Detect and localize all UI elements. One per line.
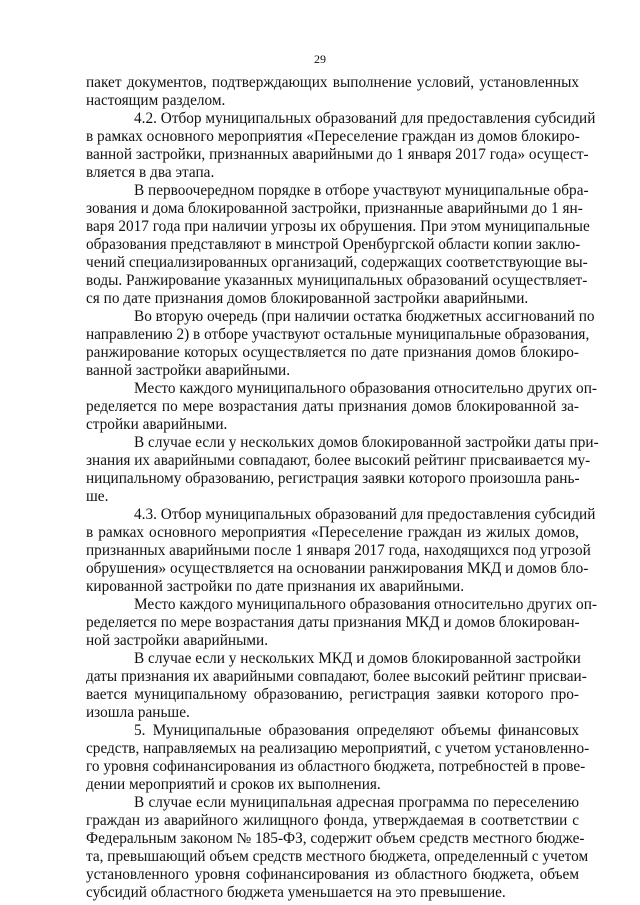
text-line: ванной застройки аварийными.	[86, 362, 291, 379]
text-line: ше.	[86, 488, 109, 505]
text-line: ниципальному образованию, регистрация заявки которого произошла рань-	[86, 470, 580, 487]
text-line: изошла раньше.	[86, 704, 190, 721]
text-line: ранжирование которых осуществляется по дате признания домов блокиро-	[86, 344, 579, 361]
text-line: кированной застройки по дате признания их аварийными.	[86, 578, 465, 595]
text-line: образования представляют в минстрой Оренбургской области копии заклю-	[86, 236, 581, 253]
paragraph	[86, 380, 597, 434]
text-line: зования и дома блокированной застройки, признанные аварийными до 1 ян-	[86, 200, 583, 217]
text-line: ванной застройки, признанных аварийными до 1 января 2017 года» осущест-	[86, 146, 589, 163]
text-line: В первоочередном порядке в отборе участвуют муниципальные обра-	[134, 182, 589, 199]
text-line: дении мероприятий и сроков их выполнения.	[86, 776, 381, 793]
text-line: настоящим разделом.	[86, 92, 226, 109]
text-line: 4.3. Отбор муниципальных образований для предоставления субсидий	[134, 506, 596, 523]
text-line: обрушения» осуществляется на основании ранжирования МКД и домов бло-	[86, 560, 589, 577]
text-line: пакет документов, подтверждающих выполнение условий, установленных	[86, 74, 579, 91]
text-line: даты признания их аварийными совпадают, более высокий рейтинг присваи-	[86, 668, 587, 685]
paragraph	[86, 74, 579, 110]
text-line: вается муниципальному образованию, регистрация заявки которого про-	[86, 686, 579, 703]
text-line: ной застройки аварийными.	[86, 632, 269, 649]
text-line: Место каждого муниципального образования относительно других оп-	[134, 380, 597, 397]
document-body	[86, 74, 599, 902]
text-line: признанных аварийными после 1 января 2017 года, находящихся под угрозой	[86, 542, 591, 559]
text-line: В случае если муниципальная адресная программа по переселению	[134, 794, 579, 811]
paragraph	[86, 308, 595, 380]
text-line: воды. Ранжирование указанных муниципальных образований осуществляет-	[86, 272, 588, 289]
text-line: установленного уровня софинансирования из областного бюджета, объем	[86, 866, 579, 883]
text-line: В случае если у нескольких МКД и домов блокированной застройки	[134, 650, 581, 667]
text-line: стройки аварийными.	[86, 416, 228, 433]
paragraph	[86, 650, 587, 722]
text-line: знания их аварийными совпадают, более высокий рейтинг присваивается му-	[86, 452, 591, 469]
text-line: средств, направляемых на реализацию мероприятий, с учетом установленно-	[86, 740, 590, 757]
page-number: 29	[314, 52, 326, 66]
paragraph	[86, 182, 590, 308]
paragraph	[86, 596, 597, 650]
paragraph	[86, 506, 596, 596]
text-line: граждан из аварийного жилищного фонда, утверждаемая в соответствии с	[86, 812, 579, 829]
paragraph	[86, 722, 590, 794]
text-line: Федеральным законом № 185-ФЗ, содержит объем средств местного бюдже-	[86, 830, 585, 847]
text-line: ся по дате признания домов блокированной застройки аварийными.	[86, 290, 529, 307]
paragraph	[86, 434, 599, 506]
paragraph	[86, 794, 589, 902]
text-line: 5. Муниципальные образования определяют объемы финансовых	[134, 722, 579, 739]
paragraph	[86, 110, 596, 182]
text-line: в рамках основного мероприятия «Переселение граждан из домов блокиро-	[86, 128, 580, 145]
text-line: вляется в два этапа.	[86, 164, 215, 181]
text-line: 4.2. Отбор муниципальных образований для предоставления субсидий	[134, 110, 596, 127]
text-line: та, превышающий объем средств местного бюджета, определенный с учетом	[86, 848, 589, 865]
text-line: варя 2017 года при наличии угрозы их обрушения. При этом муниципальные	[86, 218, 590, 235]
text-line: В случае если у нескольких домов блокированной застройки даты при-	[134, 434, 599, 451]
text-line: Во вторую очередь (при наличии остатка бюджетных ассигнований по	[134, 308, 595, 325]
text-line: чений специализированных организаций, содержащих соответствующие вы-	[86, 254, 588, 271]
text-line: в рамках основного мероприятия «Переселение граждан из жилых домов,	[86, 524, 579, 541]
text-line: Место каждого муниципального образования относительно других оп-	[134, 596, 597, 613]
text-line: субсидий областного бюджета уменьшается на это превышение.	[86, 884, 506, 901]
text-line: ределяется по мере возрастания даты признания МКД и домов блокирован-	[86, 614, 580, 631]
text-line: го уровня софинансирования из областного бюджета, потребностей в прове-	[86, 758, 586, 775]
text-line: направлению 2) в отборе участвуют остальные муниципальные образования,	[86, 326, 590, 343]
text-line: ределяется по мере возрастания даты признания домов блокированной за-	[86, 398, 579, 415]
